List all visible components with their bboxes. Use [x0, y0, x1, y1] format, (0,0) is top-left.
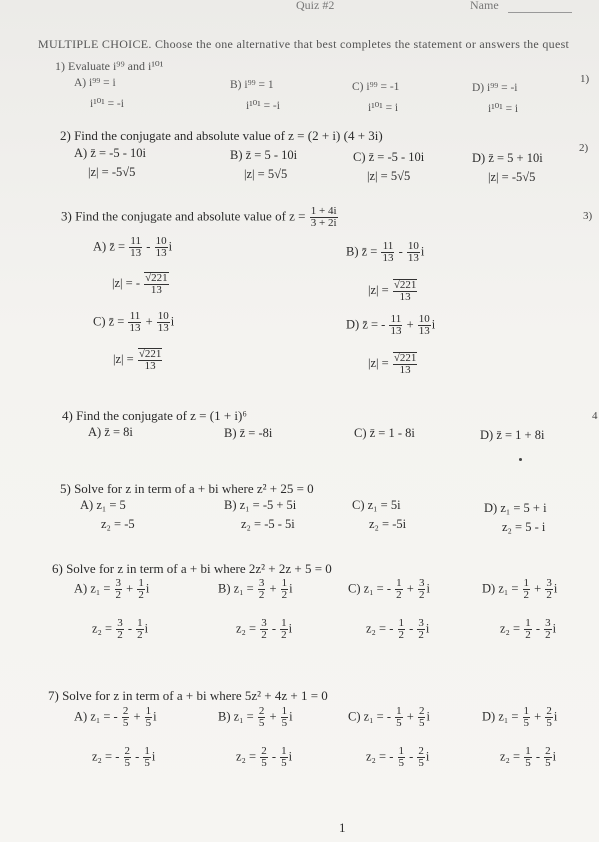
q6-option-b: B) z₁ = $\frac{3}{2}$ + $\frac{1}{2}$ i — [218, 577, 293, 601]
q7-option-d: D) z₁ = $\frac{1}{5}$ + $\frac{2}{5}$ i — [482, 705, 558, 729]
q3-option-c-abs: |z| = $\frac{√221}{13}$ — [113, 348, 162, 372]
page-number: 1 — [339, 820, 346, 835]
q1-option-b: B) i⁹⁹ = 1 — [230, 79, 274, 91]
q4-option-b: B) z̄ = -8i — [224, 426, 273, 440]
question-5-text: 5) Solve for z in term of a + bi where z² + 25 = 0 — [60, 481, 314, 496]
q4-option-d: D) z̄ = 1 + 8i — [480, 428, 545, 442]
q5-option-d-line2: z₂ = 5 - i — [502, 520, 546, 534]
q3-option-a: A) z̄ = $\frac{11}{13}$ - $\frac{10}{13}$ i — [93, 235, 173, 259]
question-3-prompt: 3) Find the conjugate and absolute value of z = — [61, 208, 306, 224]
q3-option-c: C) z̄ = $\frac{11}{13}$ + $\frac{10}{13}$ i — [93, 310, 175, 334]
name-blank-line — [508, 12, 572, 13]
q6-option-b-z2: z₂ = $\frac{3}{2}$ - $\frac{1}{2}$ i — [236, 617, 293, 641]
q7-option-d-z2: z₂ = $\frac{1}{5}$ - $\frac{2}{5}$ i — [500, 745, 557, 769]
q2-option-b: B) z̄ = 5 - 10i — [230, 148, 298, 162]
q5-option-b: B) z₁ = -5 + 5i — [224, 498, 297, 512]
question-6-text: 6) Solve for z in term of a + bi where 2z² + 2z + 5 = 0 — [52, 561, 332, 576]
question-4-text: 4) Find the conjugate of z = (1 + i)⁶ — [62, 408, 247, 423]
q4-option-a: A) z̄ = 8i — [88, 425, 133, 439]
q2-option-d-abs: |z| = -5√5 — [488, 170, 536, 184]
q2-option-a-abs: |z| = -5√5 — [88, 165, 136, 179]
instructions: MULTIPLE CHOICE. Choose the one alternative that best completes the statement or answers the quest — [38, 37, 570, 51]
question-3-fraction: $\frac{1 + 4i}{3 + 2i}$ — [310, 205, 337, 229]
q1-option-b-line2: i¹⁰¹ = -i — [246, 100, 280, 112]
q1-option-d-line2: i¹⁰¹ = i — [488, 103, 519, 115]
q7-option-b: B) z₁ = $\frac{2}{5}$ + $\frac{1}{5}$ i — [218, 705, 293, 729]
q1-option-a-line2: i¹⁰¹ = -i — [90, 98, 124, 110]
q3-option-d-abs: |z| = $\frac{√221}{13}$ — [368, 352, 417, 376]
q1-option-c-line2: i¹⁰¹ = i — [368, 102, 399, 114]
q6-option-d-z2: z₂ = $\frac{1}{2}$ - $\frac{3}{2}$ i — [500, 617, 557, 641]
question-4-margin-number: 4 — [592, 410, 598, 422]
q3-option-d: D) z̄ = - $\frac{11}{13}$ + $\frac{10}{13}$ i — [346, 313, 436, 337]
question-2-text: 2) Find the conjugate and absolute value of z = (2 + i) (4 + 3i) — [60, 128, 383, 143]
q7-option-b-z2: z₂ = $\frac{2}{5}$ - $\frac{1}{5}$ i — [236, 745, 293, 769]
q5-option-a-line2: z₂ = -5 — [101, 517, 135, 531]
q3-option-b: B) z̄ = $\frac{11}{13}$ - $\frac{10}{13}$ i — [346, 240, 425, 264]
q6-option-d: D) z₁ = $\frac{1}{2}$ + $\frac{3}{2}$ i — [482, 577, 558, 601]
q2-option-a: A) z̄ = -5 - 10i — [74, 146, 146, 160]
q7-option-a-z2: z₂ = - $\frac{2}{5}$ - $\frac{1}{5}$ i — [92, 745, 156, 769]
q6-option-c: C) z₁ = - $\frac{1}{2}$ + $\frac{3}{2}$ i — [348, 577, 430, 601]
quiz-title: Quiz #2 — [296, 0, 335, 12]
question-3-margin-number: 3) — [583, 210, 593, 222]
q1-option-d: D) i⁹⁹ = -i — [472, 82, 518, 94]
question-1-margin-number: 1) — [580, 73, 590, 85]
q7-option-a: A) z₁ = - $\frac{2}{5}$ + $\frac{1}{5}$ i — [74, 705, 157, 729]
q5-option-c-line2: z₂ = -5i — [369, 517, 407, 531]
q4-option-c: C) z̄ = 1 - 8i — [354, 426, 415, 440]
q6-option-a: A) z₁ = $\frac{3}{2}$ + $\frac{1}{2}$ i — [74, 577, 150, 601]
q3-option-a-abs: |z| = - $\frac{√221}{13}$ — [112, 272, 168, 296]
question-7-text: 7) Solve for z in term of a + bi where 5z² + 4z + 1 = 0 — [48, 688, 328, 703]
pencil-mark — [519, 458, 522, 461]
q5-option-b-line2: z₂ = -5 - 5i — [241, 517, 295, 531]
q2-option-c: C) z̄ = -5 - 10i — [353, 150, 425, 164]
q7-option-c-z2: z₂ = - $\frac{1}{5}$ - $\frac{2}{5}$ i — [366, 745, 430, 769]
q2-option-b-abs: |z| = 5√5 — [244, 167, 288, 181]
q5-option-a: A) z₁ = 5 — [80, 498, 126, 512]
q5-option-c: C) z₁ = 5i — [352, 498, 401, 512]
q3-option-b-abs: |z| = $\frac{√221}{13}$ — [368, 279, 417, 303]
q7-option-c: C) z₁ = - $\frac{1}{5}$ + $\frac{2}{5}$ i — [348, 705, 430, 729]
q6-option-c-z2: z₂ = - $\frac{1}{2}$ - $\frac{3}{2}$ i — [366, 617, 430, 641]
q2-option-d: D) z̄ = 5 + 10i — [472, 151, 543, 165]
q2-option-c-abs: |z| = 5√5 — [367, 169, 411, 183]
question-3-text — [61, 206, 339, 229]
q1-option-c: C) i⁹⁹ = -1 — [352, 81, 400, 93]
question-2-margin-number: 2) — [579, 142, 589, 154]
q5-option-d: D) z₁ = 5 + i — [484, 501, 547, 515]
name-label: Name — [470, 0, 499, 12]
question-1-text: 1) Evaluate i⁹⁹ and i¹⁰¹ — [55, 59, 164, 73]
q6-option-a-z2: z₂ = $\frac{3}{2}$ - $\frac{1}{2}$ i — [92, 617, 149, 641]
q1-option-a: A) i⁹⁹ = i — [74, 77, 116, 89]
